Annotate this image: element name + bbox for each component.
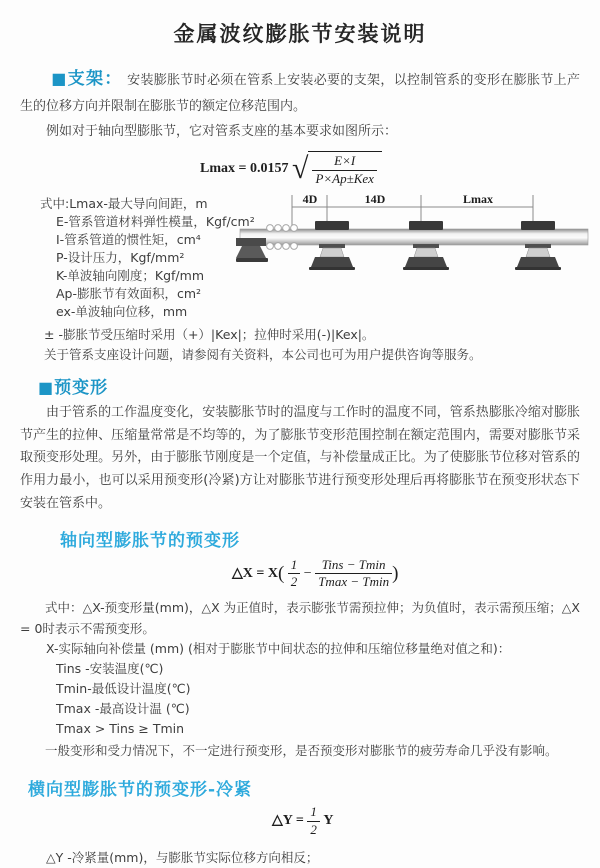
pipe-support-spacing-diagram [236,189,596,289]
square-bullet-icon: ■ [38,377,55,397]
guide-support [309,221,355,270]
axial-general-note: 一般变形和受力情况下，不一定进行预变形，是否预变形对膨胀节的疲劳寿命几乎没有影响。 [45,743,558,759]
dim-label-4d: 4D [302,191,318,206]
formula-delta-x [232,557,580,591]
radical-sign: √ [291,152,309,186]
lateral-subsection-heading: 横向型膨胀节的预变形-冷紧 [28,780,253,801]
formula-lmax-lhs: Lmax = 0.0157 [200,161,289,177]
minus-sign: − [303,565,312,581]
predeform-section-heading [38,373,580,398]
lateral-note-line: △Y -冷紧量(mm)，与膨胀节实际位移方向相反； [46,849,319,865]
temp-numerator: Tins − Tmin [315,557,392,574]
half-denominator: 2 [310,821,317,837]
guide-support [403,221,449,270]
definition-line: ex-单波轴向位移，mm [56,303,188,319]
support-example-line: 例如对于轴向型膨胀节，它对管系支座的基本要求如图所示： [46,123,398,139]
guide-support [515,221,561,270]
definition-line: 式中:Lmax-最大导向间距，m [40,195,208,211]
definition-line: P-设计压力，Kgf/mm² [56,249,185,265]
half-fraction [307,804,320,838]
lmax-fraction [312,153,377,187]
axial-definition-line: Tmax -最高设计温 (℃) [56,701,190,717]
axial-definition-line: Tmax > Tins ≥ Tmin [56,721,185,737]
definition-line: Ap-膨胀节有效面积，cm² [56,285,202,301]
open-paren: ( [277,562,285,584]
temp-fraction [315,557,392,591]
definitions-and-diagram [20,191,580,365]
formula-delta-y [272,804,580,838]
dim-label-14d: 14D [364,191,386,206]
half-denominator: 2 [290,573,298,589]
square-bullet-icon: ■ [51,69,68,88]
lmax-fraction-denominator: P×Ap±Kex [315,170,374,186]
support-intro-paragraph [20,64,580,118]
consult-note: 关于管系支座设计问题，请参阅有关资料，本公司也可为用户提供咨询等服务。 [44,346,482,362]
half-numerator: 1 [307,804,320,821]
plus-minus-note: ± -膨胀节受压缩时采用（+）|Kex|；拉伸时采用(-)|Kex|。 [44,326,375,342]
temp-denominator: Tmax − Tmin [318,573,390,589]
axial-explain-paragraph: 式中：△X-预变形量(mm)，△X 为正值时，表示膨张节需预拉伸；为负值时，表示需预压缩；△X = 0时表示不需预变形。 [20,600,580,636]
predeform-heading-label: 预变形 [54,377,109,398]
delta-x-lhs: △X = X [232,565,278,581]
anchor-support [236,238,268,262]
axial-definition-line: X-实际轴向补偿量 (mm) (相对于膨胀节中间状态的拉伸和压缩位移量绝对值之和)： [46,641,511,657]
axial-definition-line: Tmin-最低设计温度(℃) [56,681,191,697]
delta-y-rhs: Y [323,813,334,829]
definition-line: I-管系管道的惯性矩，cm⁴ [56,231,201,247]
support-section-heading [51,69,122,89]
definition-line: K-单波轴向刚度；Kgf/mm [56,267,204,283]
support-intro-text: 安装膨胀节时必须在管系上安装必要的支架，以控制管系的变形在膨胀节上产生的位移方向并限制在膨胀节的额定位移范围内。 [20,73,580,114]
definition-line: E-管系管道材料弹性模量，Kgf/cm² [56,213,255,229]
predeform-body-paragraph: 由于管系的工作温度变化，安装膨胀节时的温度与工作时的温度不同，管系热膨胀冷缩对膨胀节产生的拉伸、压缩量常常是不均等的，为了膨胀节变形范围控制在额定范围内，需要对膨胀节采取预变形处理。另外，由于膨胀节刚度是一个定值，与补偿量成正比。为了使膨胀节位移对管系的作用力最小，也可以采用预变形(冷紧)方让对膨胀节进行预变形处理后再将膨胀节在预变形状态下安装在管系中。 [20,404,580,511]
page-title: 金属波纹膨胀节安装说明 [173,22,427,46]
half-numerator: 1 [288,557,301,574]
half-fraction [288,557,301,591]
dim-label-lmax: Lmax [463,191,493,206]
close-paren: ) [392,562,399,584]
formula-lmax [200,151,580,187]
support-heading-label: 支架： [67,69,123,89]
axial-definition-line: Tins -安装温度(℃) [56,661,164,677]
delta-y-lhs: △Y = [272,813,304,829]
lmax-fraction-numerator: E×I [312,153,377,170]
radical-body [308,151,382,187]
axial-subsection-heading: 轴向型膨胀节的预变形 [60,530,240,551]
